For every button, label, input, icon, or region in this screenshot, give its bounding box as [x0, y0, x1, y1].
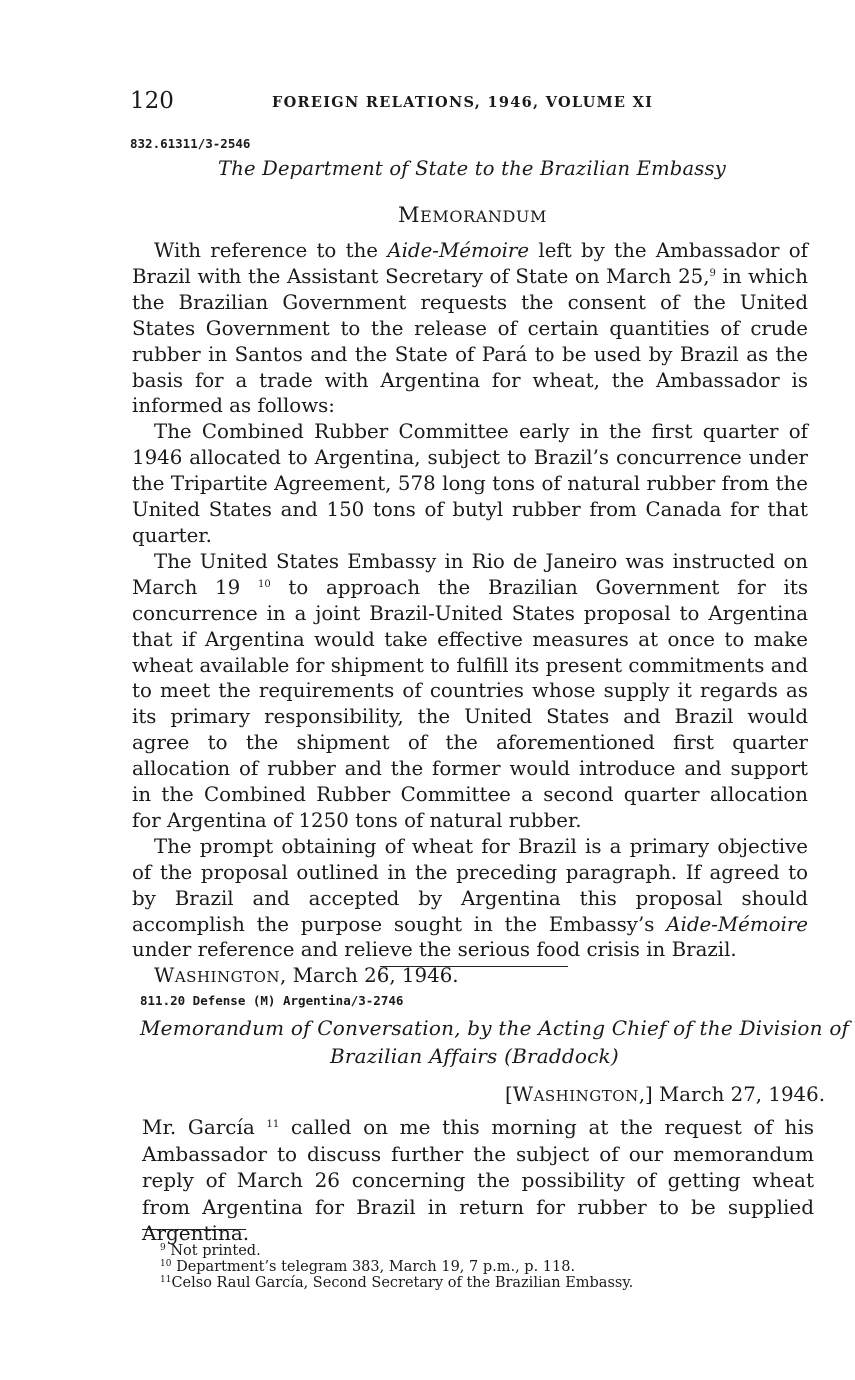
place-initial: W	[154, 964, 175, 988]
footnote	[160, 1243, 633, 1259]
place-smallcaps	[512, 1083, 639, 1106]
footnote	[160, 1259, 633, 1275]
footnote-mark: 10	[160, 1259, 172, 1269]
date-text: March 27, 1946.	[652, 1083, 826, 1106]
paragraph	[132, 238, 808, 419]
heading-rest: EMORANDUM	[420, 207, 547, 226]
text-run-italic: Aide-Mémoire	[666, 912, 808, 936]
text-run: )	[610, 1044, 619, 1068]
footnote-text: Celso Raul García, Second Secretary of the Brazilian Embassy.	[171, 1275, 634, 1291]
paragraph: The Combined Rubber Committee early in the first quarter of 1946 allocated to Argentina, subject to Brazil’s concurrence under the Tripartite Agreement, 578 long tons of natural rubber from the United States and 150 tons of butyl rubber from Canada for that quarter.	[132, 420, 808, 547]
document-title-line-1: Memorandum of Conversation, by the Acting Chief of the Division of	[140, 1016, 850, 1040]
dateline	[505, 1083, 825, 1106]
text-run: left by the Ambassador of Brazil with the Assistant Secretary of State on March 25,	[132, 239, 808, 288]
text-run: The prompt obtaining of wheat for Brazil is a primary objective of the proposal outlined in the preceding paragraph. If agreed to by Brazil and accepted by Argentina this proposal should accomplish the purpose sought in the Embassy’s	[132, 834, 808, 936]
bracket: ,]	[638, 1083, 653, 1106]
running-head: FOREIGN RELATIONS, 1946, VOLUME XI	[272, 94, 654, 111]
place-initial: W	[512, 1083, 534, 1106]
text-run: Brazilian Affairs (	[330, 1044, 513, 1068]
section-divider	[380, 966, 568, 967]
page-number: 120	[130, 88, 174, 114]
text-run: to approach the Brazilian Government for its concurrence in a joint Brazil-United States proposal to Argentina that if Argentina would take effective measures at once to make wheat available for shipment to fulfill its present commitments and to meet the requirements of countries whose supply it regards as its primary responsibility, the United States and Brazil would agree to the shipment of the aforementioned first quarter allocation of rubber and the former would introduce and support in the Combined Rubber Committee a second quarter allocation for Argentina of 1250 tons of natural rubber.	[132, 575, 808, 832]
place-rest: ASHINGTON	[174, 968, 280, 987]
footnote-rule	[142, 1229, 246, 1230]
conversation-body	[142, 1114, 814, 1247]
place-smallcaps	[154, 964, 280, 988]
text-run: With reference to the	[154, 239, 388, 262]
footnote-ref: 9	[709, 267, 716, 279]
footnotes	[160, 1243, 633, 1291]
document-title-line-2	[330, 1044, 619, 1068]
text-run: The United States Embassy in Rio de Janeiro was instructed on March 19	[132, 549, 808, 599]
heading-initial: M	[398, 203, 421, 227]
signature-line	[132, 963, 808, 991]
page-header	[130, 88, 690, 116]
paragraph	[132, 549, 808, 834]
text-run: Braddock	[512, 1044, 611, 1068]
place-rest: ASHINGTON	[533, 1087, 639, 1105]
footnote	[160, 1275, 633, 1291]
footnote-text: Not printed.	[170, 1243, 261, 1259]
footnote-ref: 11	[266, 1119, 280, 1130]
paragraph	[142, 1114, 814, 1247]
memorandum-body	[132, 238, 808, 991]
text-run: in which the Brazilian Government requests the consent of the United States Government to the release of certain quantities of crude rubber in Santos and the State of Pará to be used by Brazil as the basis for a trade with Argentina for wheat, the Ambassador is informed as follows:	[132, 264, 808, 418]
footnote-ref: 10	[257, 578, 271, 590]
text-run-italic: Aide-Mémoire	[387, 239, 530, 262]
footnote-mark: 9	[160, 1243, 166, 1253]
paragraph	[132, 834, 808, 964]
text-run: Mr. García	[142, 1115, 255, 1139]
text-run: under reference and relieve the serious food crisis in Brazil.	[132, 938, 737, 962]
bracket: [	[505, 1083, 513, 1106]
file-number: 811.20 Defense (M) Argentina/3-2746	[140, 993, 404, 1008]
file-number: 832.61311/3-2546	[130, 136, 251, 151]
document-title: The Department of State to the Brazilian Embassy	[218, 157, 726, 180]
footnote-mark: 11	[160, 1275, 172, 1285]
signature-date: , March 26, 1946.	[280, 964, 459, 988]
text-run: called on me this morning at the request of his Ambassador to discuss further the subject of our memorandum reply of March 26 concerning the possibility of getting wheat from Argentina for Brazil in return for rubber to be supplied Argentina.	[142, 1115, 815, 1245]
footnote-text: Department’s telegram 383, March 19, 7 p.m., p. 118.	[176, 1259, 576, 1275]
memorandum-heading	[398, 203, 547, 227]
